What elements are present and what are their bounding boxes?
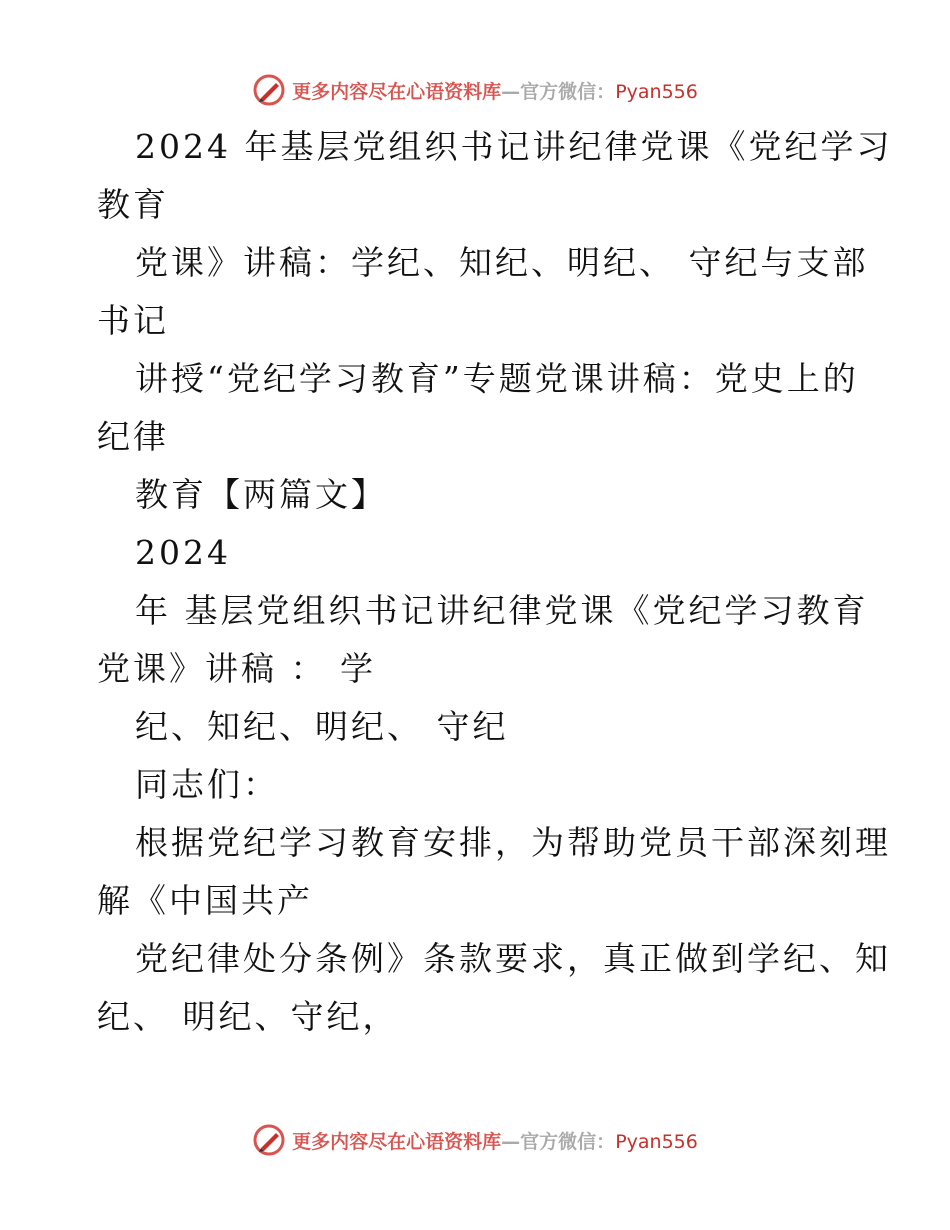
watermark-dash: — <box>501 1130 521 1153</box>
watermark-official: 官方微信： <box>520 1130 616 1153</box>
doc-line: 解《中国共产 <box>97 881 313 920</box>
watermark-header <box>0 70 950 110</box>
doc-line: 党课》讲稿 ： 学 <box>97 649 376 688</box>
watermark-dash: — <box>501 80 521 103</box>
doc-line: 纪律 <box>97 417 169 456</box>
watermark-brand: 更多内容尽在心语资料库 <box>292 80 502 103</box>
doc-line: 纪、 明纪、守纪， <box>97 997 399 1036</box>
watermark-id: Pyan556 <box>615 1130 698 1153</box>
pen-logo-icon <box>252 73 286 107</box>
doc-line: 2024 <box>135 533 231 572</box>
doc-line: 同志们： <box>135 765 279 804</box>
pen-logo-icon <box>252 1123 286 1157</box>
watermark-footer <box>0 1120 950 1160</box>
doc-line: 党课》讲稿：学纪、知纪、明纪、 守纪与支部 <box>135 243 869 282</box>
doc-line: 教育 <box>97 185 169 224</box>
watermark-text <box>292 1127 698 1154</box>
watermark-text <box>292 77 698 104</box>
doc-line: 根据党纪学习教育安排，为帮助党员干部深刻理 <box>135 823 891 862</box>
doc-line: 党纪律处分条例》条款要求，真正做到学纪、知 <box>135 939 891 978</box>
doc-line: 书记 <box>97 301 169 340</box>
watermark-official: 官方微信： <box>520 80 616 103</box>
doc-line: 讲授“党纪学习教育”专题党课讲稿：党史上的 <box>135 359 859 398</box>
doc-line: 纪、知纪、明纪、 守纪 <box>135 707 509 746</box>
watermark-brand: 更多内容尽在心语资料库 <box>292 1130 502 1153</box>
document-body <box>97 118 893 1046</box>
doc-line: 年 基层党组织书记讲纪律党课《党纪学习教育 <box>135 591 869 630</box>
watermark-id: Pyan556 <box>615 80 698 103</box>
doc-line: 2024 年基层党组织书记讲纪律党课《党纪学习 <box>135 127 893 166</box>
doc-line: 教育【两篇文】 <box>135 475 387 514</box>
